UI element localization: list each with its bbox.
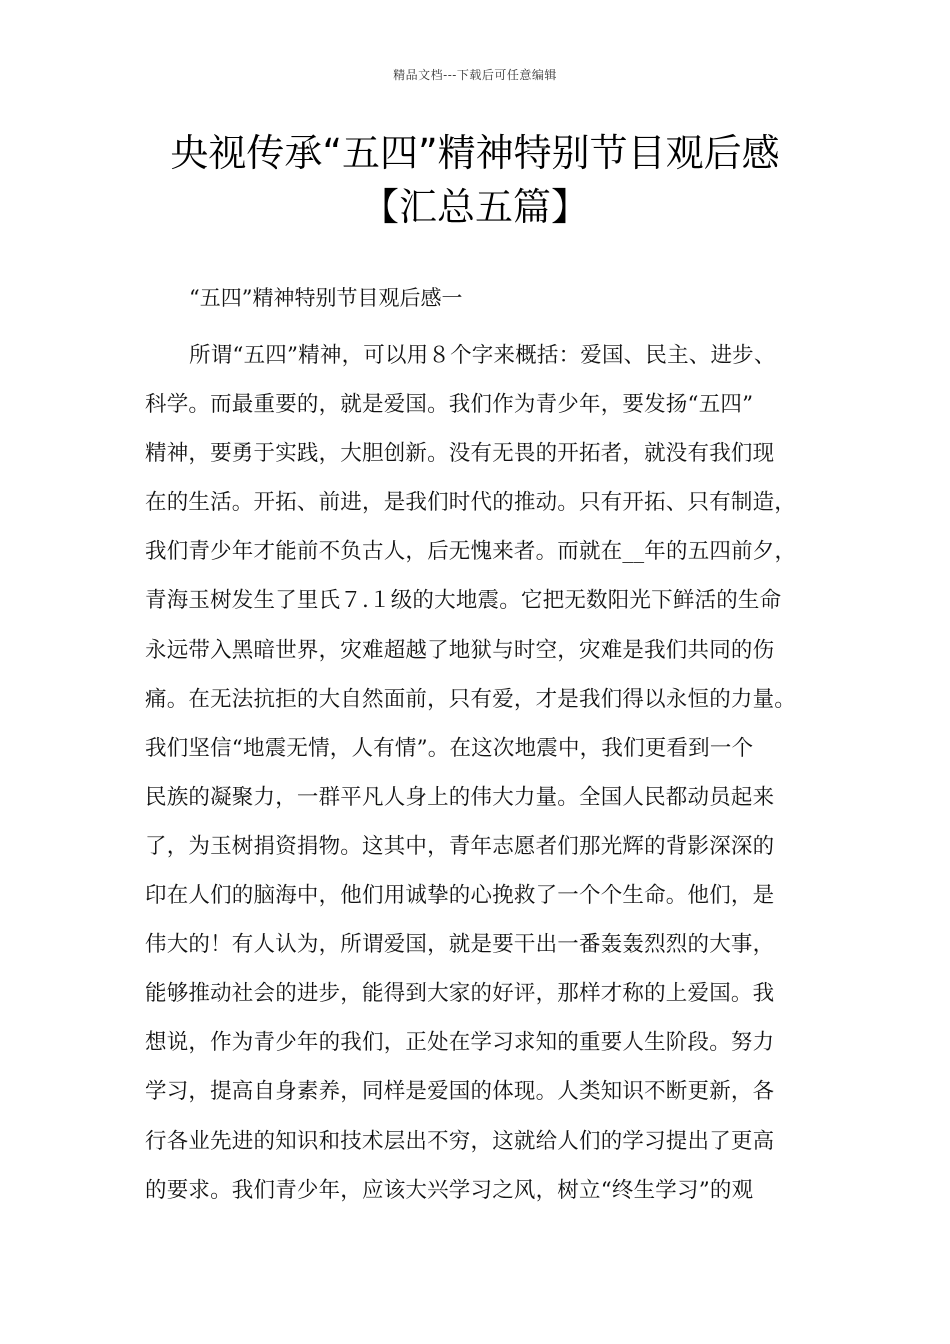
text-line: 行各业先进的知识和技术层出不穷，这就给人们的学习提出了更高 (145, 1128, 775, 1154)
text-line: 痛。在无法抗拒的大自然面前，只有爱，才是我们得以永恒的力量。 (145, 686, 797, 712)
text-line: 青海玉树发生了里氏７.１级的大地震。它把无数阳光下鲜活的生命 (145, 588, 782, 614)
text-line: 我们青少年才能前不负古人，后无愧来者。而就在__年的五四前夕， (145, 539, 797, 565)
title-line-2: 【汇总五篇】 (360, 185, 589, 229)
text-line: 的要求。我们青少年，应该大兴学习之风，树立“终生学习”的观 (145, 1177, 754, 1203)
header-note: 精品文档---下载后可任意编辑 (393, 68, 557, 82)
text-line: 伟大的！有人认为，所谓爱国，就是要干出一番轰轰烈烈的大事， (145, 932, 775, 958)
text-line: 科学。而最重要的，就是爱国。我们作为青少年，要发扬“五四” (145, 392, 754, 418)
text-line: 所谓“五四”精神，可以用８个字来概括：爱国、民主、进步、 (189, 343, 776, 368)
document-title (0, 126, 950, 234)
title-line-1: 央视传承“五四”精神特别节目观后感 (170, 131, 780, 175)
text-line: 永远带入黑暗世界，灾难超越了地狱与时空，灾难是我们共同的伤 (145, 637, 775, 663)
body-text (145, 331, 825, 1215)
text-line: 精神，要勇于实践，大胆创新。没有无畏的开拓者，就没有我们现 (145, 441, 775, 467)
text-line: 在的生活。开拓、前进，是我们时代的推动。只有开拓、只有制造， (145, 490, 797, 516)
text-line: 民族的凝聚力，一群平凡人身上的伟大力量。全国人民都动员起来 (145, 784, 775, 810)
text-line: 想说，作为青少年的我们，正处在学习求知的重要人生阶段。努力 (145, 1030, 775, 1056)
text-line: 了，为玉树捐资捐物。这其中，青年志愿者们那光辉的背影深深的 (145, 833, 775, 859)
text-line: 印在人们的脑海中，他们用诚挚的心挽救了一个个生命。他们，是 (145, 883, 775, 909)
text-line: 我们坚信“地震无情，人有情”。在这次地震中，我们更看到一个 (145, 735, 754, 761)
section-heading: “五四”精神特别节目观后感一 (189, 286, 463, 310)
text-line: 学习，提高自身素养，同样是爱国的体现。人类知识不断更新，各 (145, 1079, 775, 1105)
text-line: 能够推动社会的进步，能得到大家的好评，那样才称的上爱国。我 (145, 981, 775, 1007)
